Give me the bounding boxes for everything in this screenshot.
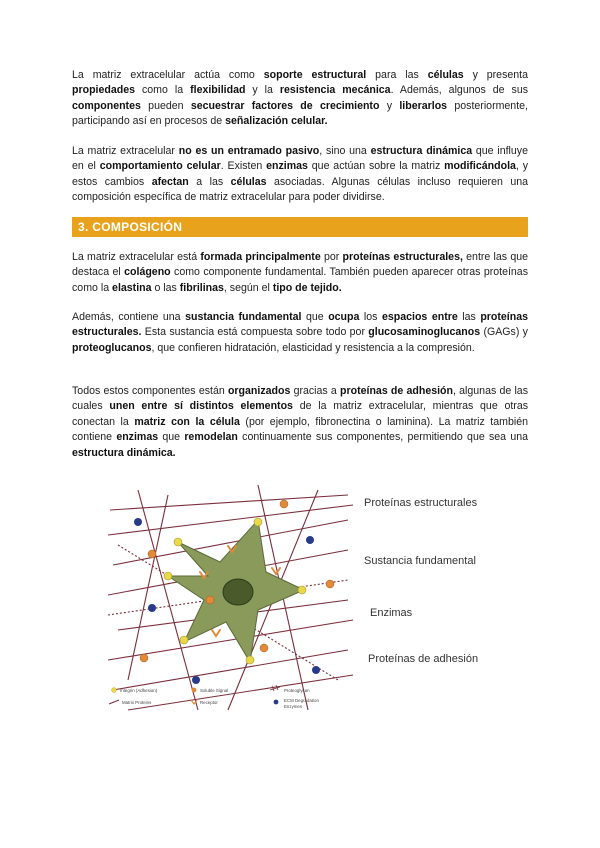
text-run: a las	[188, 175, 231, 188]
text-run: que	[158, 431, 185, 444]
legend-soluble-icon	[192, 688, 197, 693]
signal-3	[206, 596, 214, 604]
bold-run: organizados	[227, 385, 291, 397]
legend-receptor: Receptor	[200, 700, 218, 705]
bold-run: secuestrar factores de crecimiento	[190, 99, 380, 112]
bold-run: fibrilinas	[179, 281, 224, 294]
text-run: continuamente sus componentes, permitiendo que sea una	[237, 431, 528, 444]
paragraph-adhesion-proteins	[72, 384, 528, 461]
bold-run: remodelan	[184, 431, 238, 444]
ecm-diagram	[108, 480, 508, 720]
text-run: La matriz extracelular actúa como	[72, 69, 264, 81]
text-run: de la matriz extracelular, mientras que otras conectan la	[72, 400, 529, 428]
text-run: , y estos cambios	[72, 160, 528, 188]
legend-integrin-icon	[112, 688, 117, 693]
text-run: como la	[135, 84, 191, 97]
bold-run: estructura dinámica	[370, 145, 473, 157]
section-heading	[72, 217, 528, 237]
bold-run: estructura dinámica.	[72, 446, 176, 459]
integrin-3	[164, 572, 172, 580]
legend-matrix-icon	[109, 700, 119, 704]
text-run: entre las que destaca el	[72, 251, 528, 279]
integrin-5	[246, 656, 254, 664]
text-run: , según el	[223, 281, 273, 294]
bold-run: propiedades	[72, 84, 135, 97]
text-run: . Además, algunos de sus	[390, 84, 529, 97]
legend-ecm-2: Enzymes	[284, 704, 303, 709]
paragraph-matrix-function	[72, 68, 528, 130]
text-run: o las	[151, 281, 180, 294]
text-run: Todos estos componentes están	[72, 385, 228, 397]
bold-run: espacios entre	[381, 311, 458, 323]
text-run: que actúan sobre la matriz	[307, 160, 445, 173]
label-enzymes: Enzimas	[370, 607, 413, 619]
legend-ecm-icon	[274, 700, 279, 705]
cell-nucleus	[223, 579, 253, 605]
text-run: , que confieren hidratación, elasticidad y resistencia a la compresión.	[151, 341, 475, 354]
bold-run: matriz con la célula	[134, 415, 240, 428]
text-run: asociadas. Algunas células incluso requieren una composición específica de matriz extracelular para poder dividirse.	[72, 175, 528, 204]
legend-soluble: Soluble Signal	[200, 688, 229, 693]
bold-run: flexibilidad	[190, 84, 246, 97]
text-run: , algunas de las cuales	[72, 385, 529, 413]
text-run: Además, contiene una	[72, 311, 186, 323]
integrin-4	[180, 636, 188, 644]
integrin-6	[298, 586, 306, 594]
bold-run: colágeno	[124, 266, 171, 279]
bold-run: proteínas estructurales.	[72, 311, 528, 339]
bold-run: comportamiento celular	[99, 160, 221, 173]
text-run: Esta sustancia está compuesta sobre todo por	[141, 326, 369, 339]
label-structural-proteins: Proteínas estructurales	[364, 497, 478, 509]
text-run: (GAGs) y	[480, 326, 528, 339]
text-run: que influye en el	[72, 145, 528, 173]
fiber-2	[108, 505, 353, 535]
receptor-3	[272, 568, 280, 574]
enzyme-1	[134, 518, 142, 526]
fiber-9	[138, 490, 198, 710]
bold-run: ocupa	[328, 311, 360, 323]
bold-run: células	[230, 175, 267, 188]
bold-run: glucosaminoglucanos	[368, 326, 481, 339]
bold-run: proteínas estructurales,	[342, 251, 463, 263]
text-run: y	[379, 99, 400, 112]
bold-run: soporte estructural	[263, 69, 367, 81]
text-run: posteriormente, participando así en procesos de	[72, 99, 528, 128]
bold-run: no es un entramado pasivo	[178, 145, 320, 157]
signal-4	[260, 644, 268, 652]
bold-run: células	[427, 69, 464, 81]
legend-matrix: Matrix Proteins	[122, 700, 152, 705]
signal-2	[280, 500, 288, 508]
bold-run: señalización celular.	[225, 115, 328, 128]
text-run: como componente fundamental. También pueden aparecer otras proteínas como la	[72, 266, 528, 294]
text-run: y la	[245, 84, 280, 97]
bold-run: modificándola	[444, 160, 516, 173]
bold-run: formada principalmente	[200, 251, 321, 263]
text-run: las	[457, 311, 481, 323]
paragraph-structural-proteins	[72, 250, 528, 296]
text-run: para las	[366, 69, 428, 81]
signal-6	[140, 654, 148, 662]
fiber-12	[128, 495, 168, 680]
receptor-4	[212, 630, 220, 636]
signal-1	[148, 550, 156, 558]
label-ground-substance: Sustancia fundamental	[364, 555, 476, 567]
bold-run: componentes	[72, 99, 141, 112]
paragraph-ground-substance	[72, 310, 528, 356]
enzyme-3	[192, 676, 200, 684]
bold-run: resistencia mecánica	[279, 84, 391, 97]
text-run: pueden	[140, 99, 191, 112]
signal-5	[326, 580, 334, 588]
text-run: . Existen	[220, 160, 267, 173]
text-run: gracias a	[290, 385, 341, 397]
bold-run: afectan	[151, 175, 189, 188]
enzyme-5	[148, 604, 156, 612]
label-adhesion-proteins: Proteínas de adhesión	[368, 653, 479, 665]
bold-run: proteoglucanos	[72, 341, 152, 354]
legend-ecm-1: ECM Degradation	[284, 698, 319, 703]
bold-run: enzimas	[266, 160, 308, 173]
paragraph-dynamic-structure	[72, 144, 528, 206]
bold-run: sustancia fundamental	[185, 311, 302, 323]
bold-run: proteínas de adhesión	[340, 385, 453, 397]
bold-run: elastina	[112, 281, 152, 294]
enzyme-4	[312, 666, 320, 674]
text-run: La matriz extracelular	[72, 145, 179, 157]
bold-run: unen entre sí distintos elementos	[109, 400, 293, 413]
legend-proteoglycan: Proteoglycan	[284, 688, 310, 693]
text-run: que	[301, 311, 329, 323]
bold-run: tipo de tejido.	[272, 281, 342, 294]
text-run: y presenta	[463, 69, 528, 81]
legend-integrin: Integrin (Adhesion)	[120, 688, 158, 693]
text-run: (por ejemplo, fibronectina o laminina). La matriz también contiene	[72, 415, 528, 444]
text-run: , sino una	[319, 145, 371, 157]
text-run: La matriz extracelular está	[72, 251, 201, 263]
integrin-1	[174, 538, 182, 546]
enzyme-2	[306, 536, 314, 544]
bold-run: enzimas	[116, 431, 159, 444]
text-run: por	[320, 251, 343, 263]
section-title: 3. COMPOSICIÓN	[78, 220, 183, 234]
bold-run: liberarlos	[399, 99, 448, 112]
integrin-2	[254, 518, 262, 526]
text-run: los	[359, 311, 382, 323]
